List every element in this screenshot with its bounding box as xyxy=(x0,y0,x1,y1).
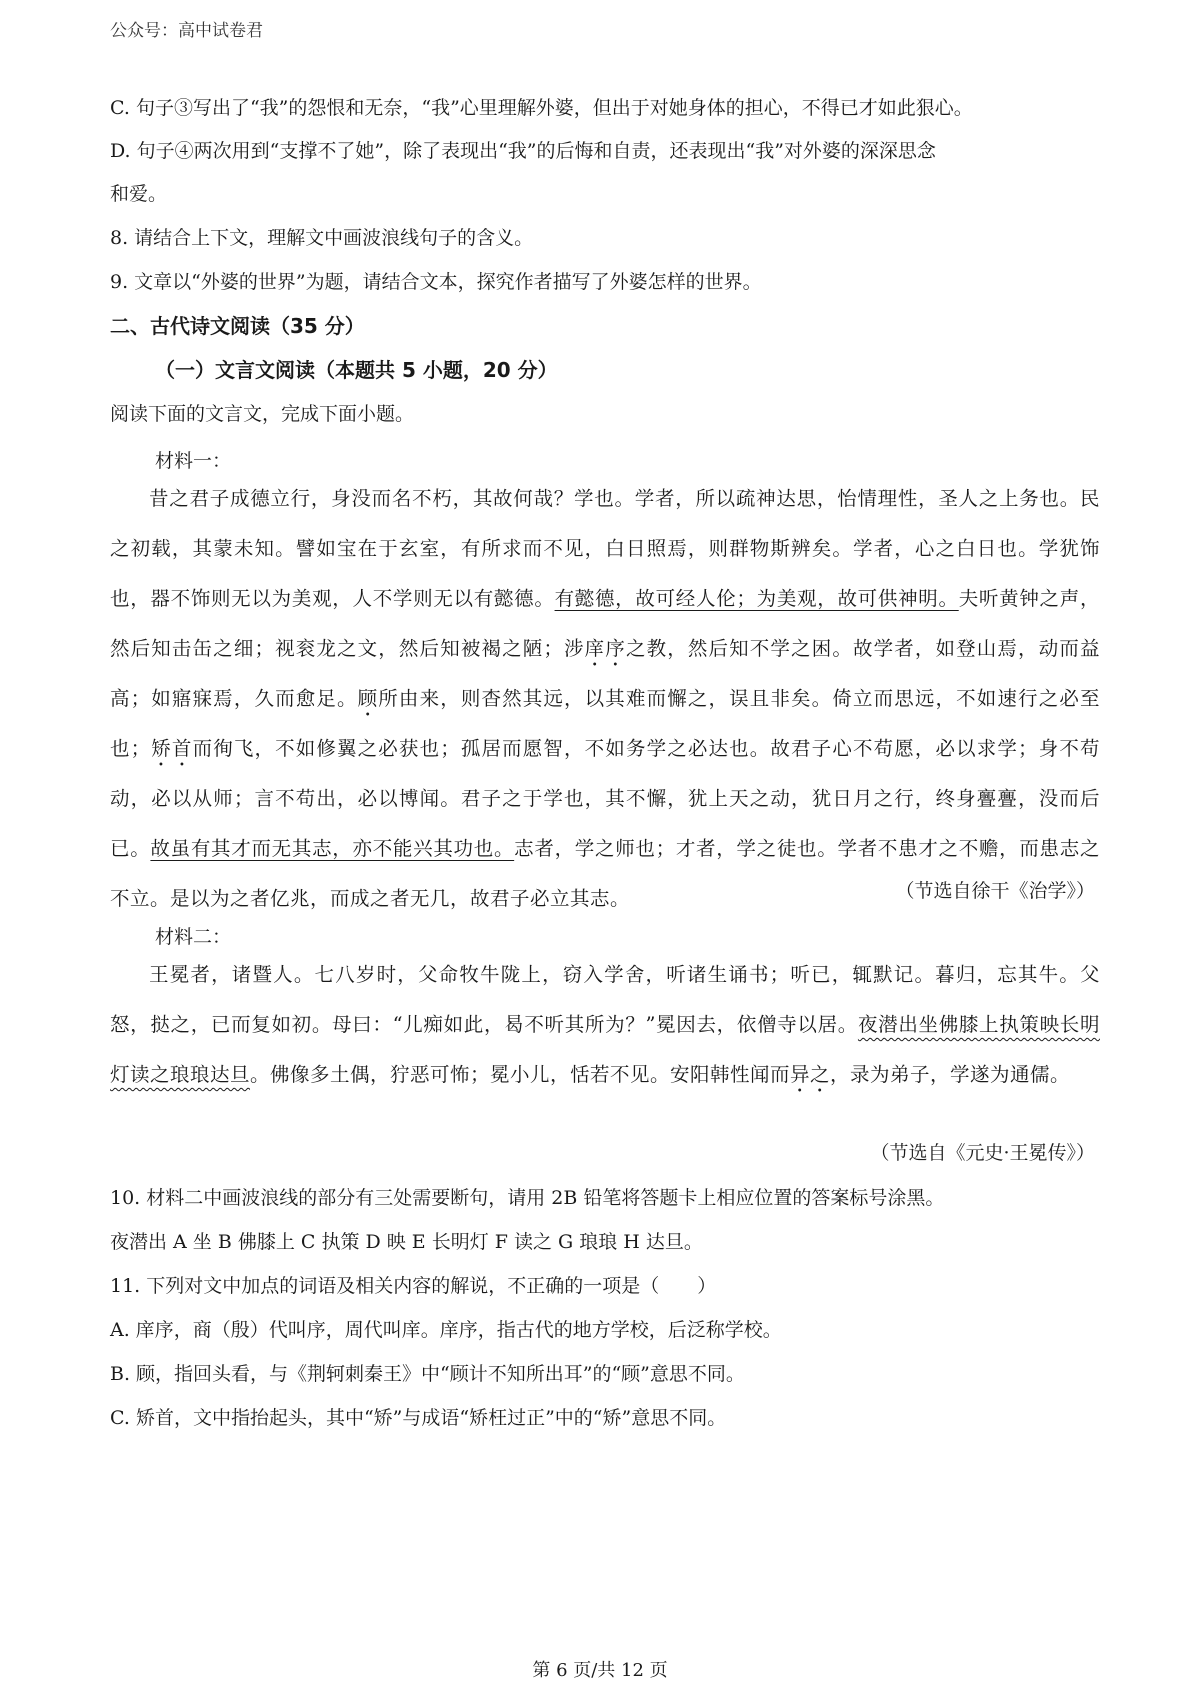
option-d-line-cont: 和爱。 xyxy=(110,183,168,205)
material2-label: 材料二： xyxy=(155,926,232,948)
page-footer: 第 6 页/共 12 页 xyxy=(532,1660,668,1681)
page-header: 公众号：高中试卷君 xyxy=(110,21,263,41)
question-9: 9. 文章以“外婆的世界”为题，请结合文本，探究作者描写了外婆怎样的世界。 xyxy=(110,271,762,293)
material2-source: （节选自《元史·王冕传》） xyxy=(870,1142,1095,1164)
question-10: 10. 材料二中画波浪线的部分有三处需要断句，请用 2B 铅笔将答题卡上相应位置的答案标号涂黑。 xyxy=(110,1187,945,1209)
dotted-term-yizhi: 异之 xyxy=(790,1063,831,1086)
option-d-line: D. 句子④两次用到“支撑不了她”，除了表现出“我”的后悔和自责，还表现出“我”对外婆的深深思念 xyxy=(110,140,936,162)
question-8: 8. 请结合上下文，理解文中画波浪线句子的含义。 xyxy=(110,227,534,249)
material1-passage: 昔之君子成德立行，身没而名不朽，其故何哉？学也。学者，所以疏神达思，怡情理性，圣人之上务也。民之初载，其蒙未知。譬如宝在于玄室，有所求而不见，白日照焉，则群物斯辨矣。学者，心之白日也。学犹饰也，器不饰则无以为美观，人不学则无以有懿德。有懿德，故可经人伦；为美观，故可供神明。夫听黄钟之声，然后知击缶之细；视衮龙之文，然后知被褐之陋；涉庠序之教，然后知不学之困。故学者，如登山焉，动而益高；如寤寐焉，久而愈足。顾所由来，则杳然其远，以其难而懈之，误且非矣。倚立而思远，不如速行之必至也；矫首而徇飞，不如修翼之必获也；孤居而愿智，不如务学之必达也。故君子心不苟愿，必以求学；身不苟动，必以从师；言不苟出，必以博闻。君子之于学也，其不懈，犹上天之动，犹日月之行，终身亹亹，没而后已。故虽有其才而无其志，亦不能兴其功也。志者，学之师也；才者，学之徒也。学者不患才之不赡，而患志之不立。是以为之者亿兆，而成之者无几，故君子必立其志。 xyxy=(110,487,1100,910)
material2-passage: 王冕者，诸暨人。七八岁时，父命牧牛陇上，窃入学舍，听诸生诵书；听已，辄默记。暮归，忘其牛。父怒，挞之，已而复如初。母曰：“儿痴如此，曷不听其所为？”冕因去，依僧寺以居。夜潜出坐佛膝上执策映长明灯读之琅琅达旦。佛像多土偶，狞恶可怖；冕小儿，恬若不见。安阳韩性闻而异之，录为弟子，学遂为通儒。 xyxy=(110,963,1100,1086)
question-10-text: 夜潜出 A 坐 B 佛膝上 C 执策 D 映 E 长明灯 F 读之 G 琅琅 H 达旦。 xyxy=(110,1231,703,1253)
material1-label: 材料一： xyxy=(155,450,232,472)
dotted-term-xiangxu: 庠序 xyxy=(584,637,626,660)
dotted-term-jiaoshou: 矫首 xyxy=(150,737,193,760)
material1-source: （节选自徐干《治学》） xyxy=(895,880,1095,902)
question-11-option-c: C. 矫首，文中指抬起头，其中“矫”与成语“矫枉过正”中的“矫”意思不同。 xyxy=(110,1407,727,1429)
question-11-option-a: A. 庠序，商（殷）代叫序，周代叫庠。庠序，指古代的地方学校，后泛称学校。 xyxy=(110,1319,782,1341)
underlined-sentence-1: 有懿德，故可经人伦；为美观，故可供神明。 xyxy=(554,587,959,610)
option-c-line: C. 句子③写出了“我”的怨恨和无奈，“我”心里理解外婆，但出于对她身体的担心，不得已才如此狠心。 xyxy=(110,97,973,119)
wavy-sentence: 夜潜出坐佛膝上执策映长明灯读之琅琅达旦 xyxy=(110,1013,1100,1086)
underlined-sentence-2: 故虽有其才而无其志，亦不能兴其功也。 xyxy=(150,837,515,860)
question-11-option-b: B. 顾，指回头看，与《荆轲刺秦王》中“顾计不知所出耳”的“顾”意思不同。 xyxy=(110,1363,745,1385)
subsection-title: （一）文言文阅读（本题共 5 小题，20 分） xyxy=(155,358,558,382)
instruction: 阅读下面的文言文，完成下面小题。 xyxy=(110,403,415,425)
dotted-term-gu: 顾 xyxy=(357,687,379,710)
section-title: 二、古代诗文阅读（35 分） xyxy=(110,314,365,338)
question-11: 11. 下列对文中加点的词语及相关内容的解说，不正确的一项是（ ） xyxy=(110,1275,717,1297)
